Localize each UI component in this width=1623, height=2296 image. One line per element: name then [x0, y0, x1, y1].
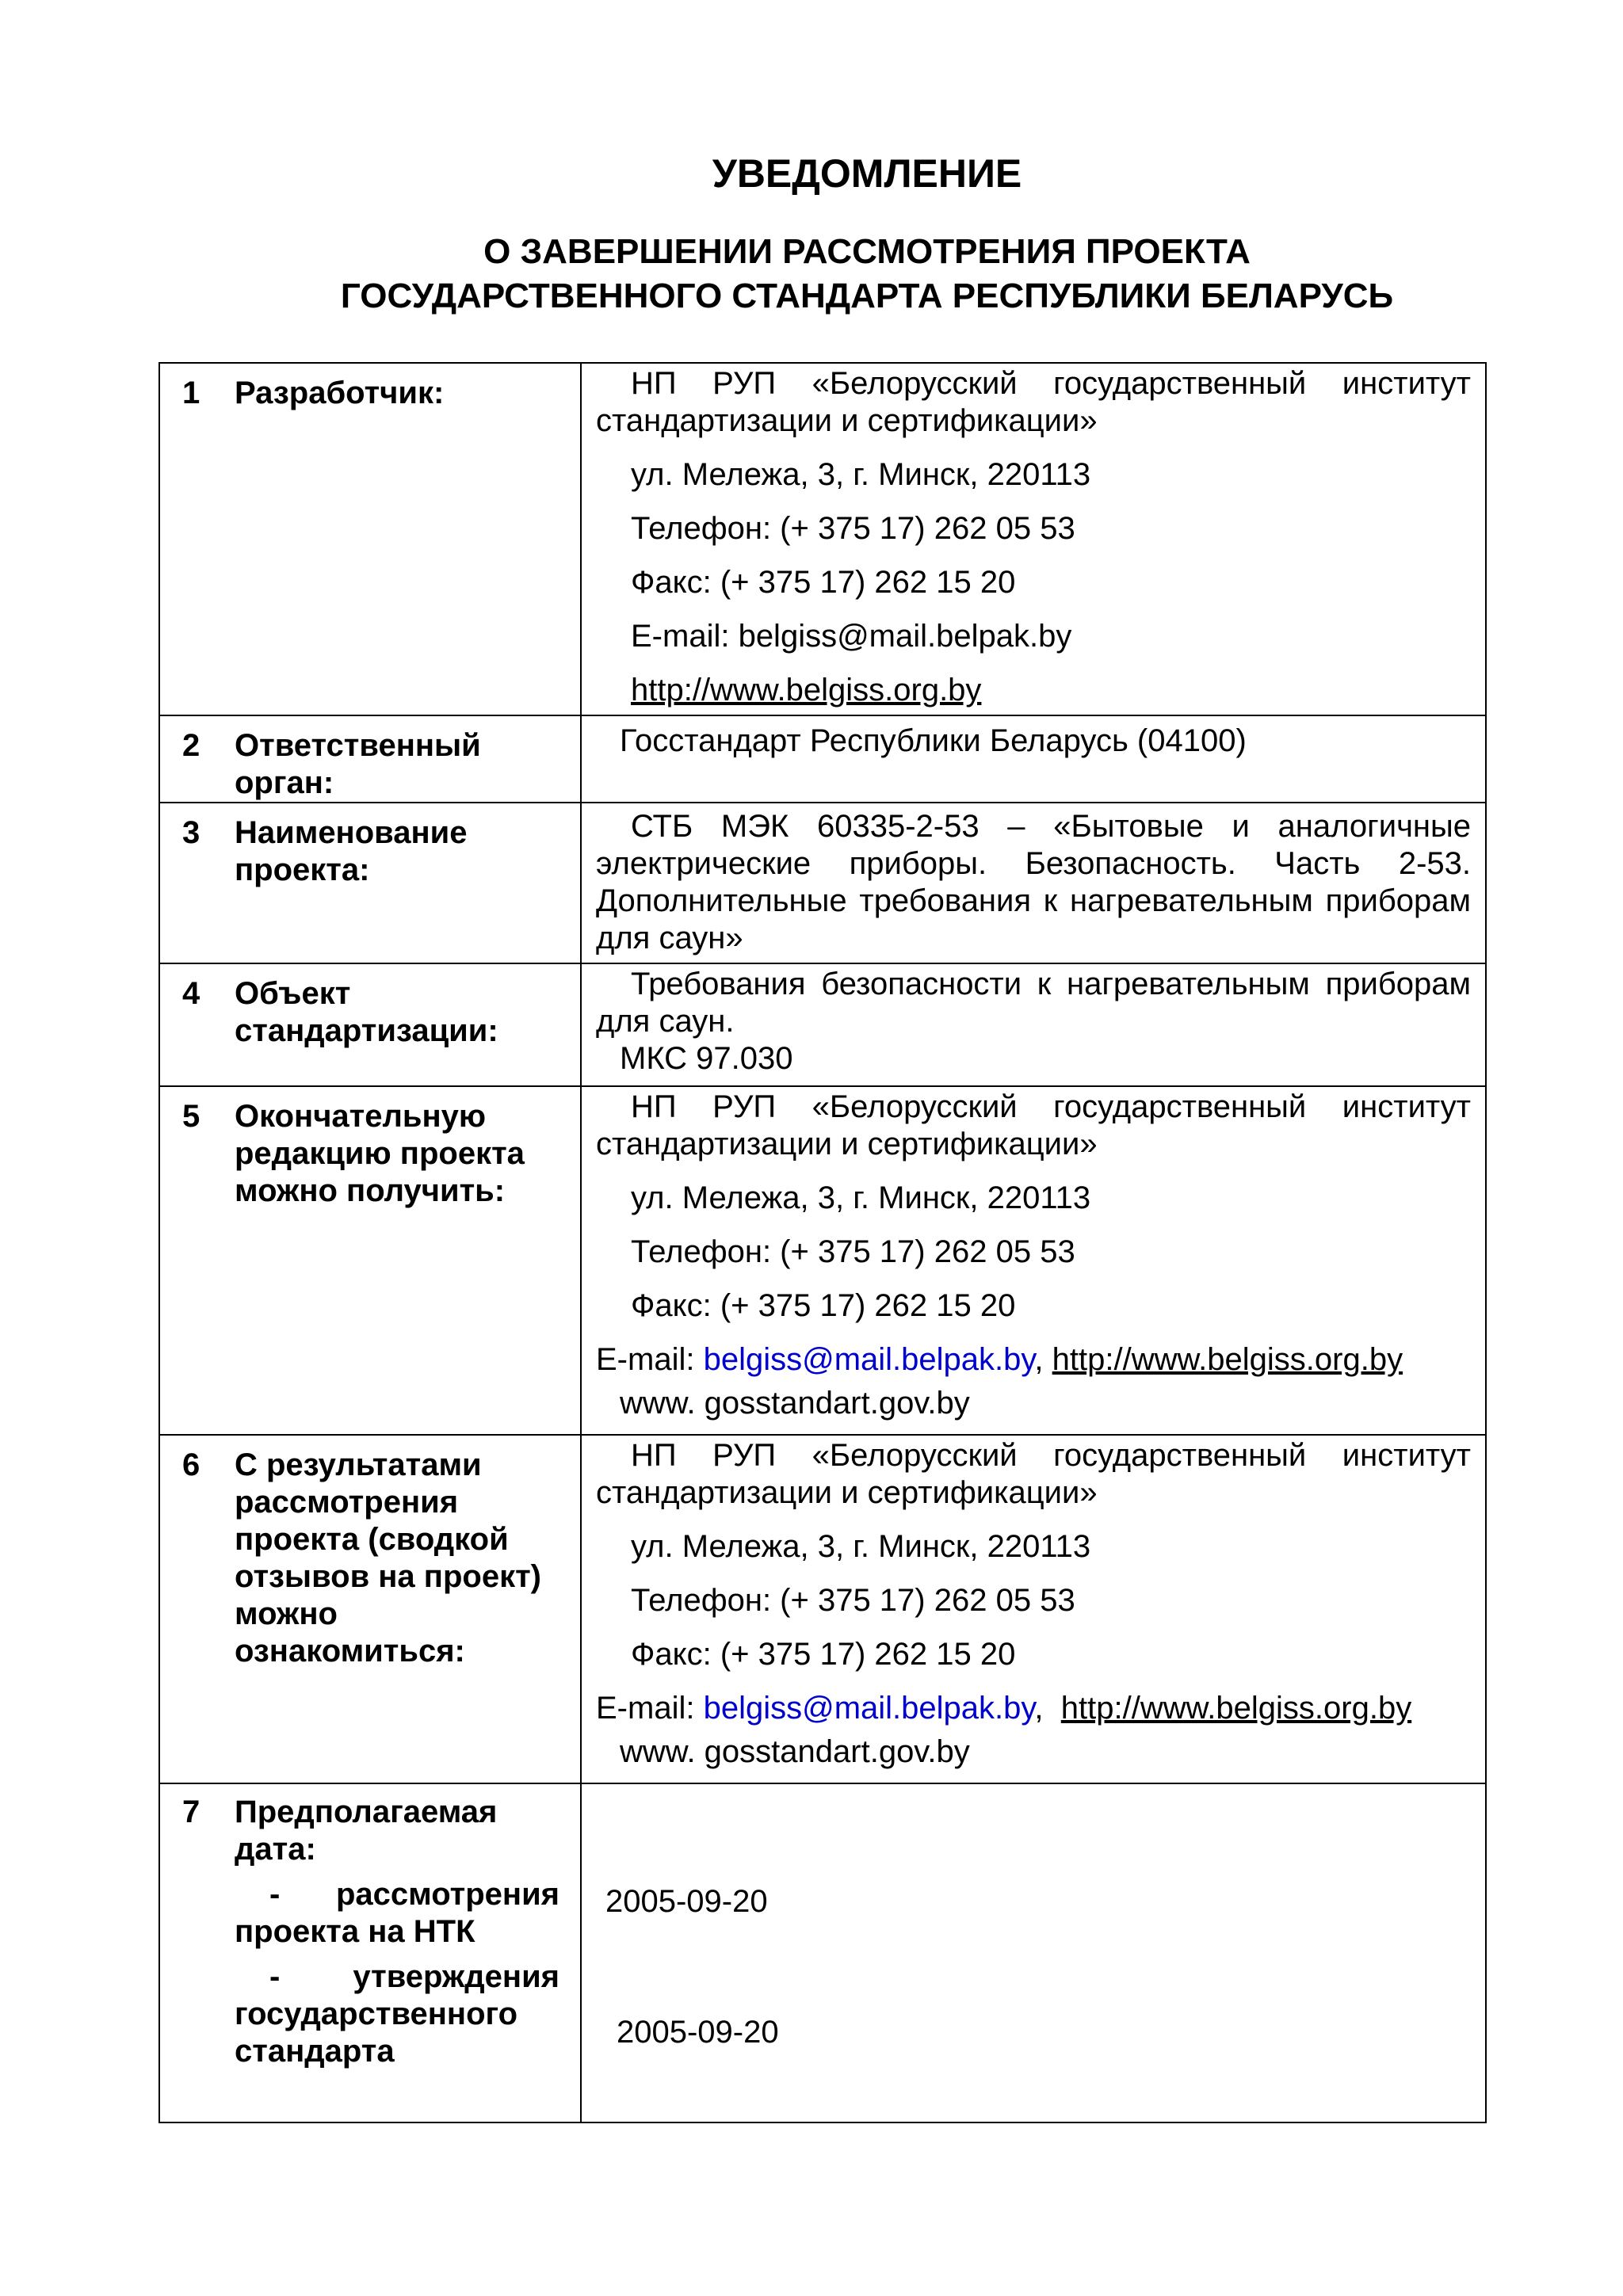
notice-table [158, 362, 1487, 2123]
row-label: Разработчик: [235, 376, 445, 410]
row-number: 1 [182, 376, 200, 410]
value-cell [581, 1783, 1486, 2122]
table-row [159, 1783, 1486, 2122]
value-cell [581, 363, 1486, 715]
fax: Факс: (+ 375 17) 262 15 20 [631, 1288, 1016, 1323]
value-cell [581, 715, 1486, 803]
table-row [159, 1435, 1486, 1783]
row-number: 2 [182, 728, 200, 763]
email-prefix: E-mail: [596, 1342, 704, 1377]
table-row [159, 1086, 1486, 1435]
subtitle-line-2: ГОСУДАРСТВЕННОГО СТАНДАРТА РЕСПУБЛИКИ БЕЛАРУСЬ [340, 277, 1394, 315]
row-label: Окончательную редакцию проекта можно получить: [235, 1099, 525, 1208]
org-name: НП РУП «Белорусский государственный институт стандартизации и сертификации» [596, 1438, 1471, 1510]
gosstandart-site: www. gosstandart.gov.by [620, 1386, 970, 1421]
document-title: УВЕДОМЛЕНИЕ [712, 151, 1022, 196]
table-row [159, 715, 1486, 803]
email-line: E-mail: belgiss@mail.belpak.by, http://www.belgiss.org.by [596, 1691, 1412, 1726]
website-link[interactable]: http://www.belgiss.org.by [631, 673, 982, 707]
responsible-body: Госстандарт Республики Беларусь (04100) [620, 723, 1247, 758]
address: ул. Мележа, 3, г. Минск, 220113 [631, 1529, 1091, 1564]
approval-date: 2005-09-20 [617, 2015, 779, 2050]
table-row [159, 803, 1486, 963]
phone: Телефон: (+ 375 17) 262 05 53 [631, 511, 1075, 546]
value-cell [581, 1086, 1486, 1435]
org-name: НП РУП «Белорусский государственный институт стандартизации и сертификации» [596, 1089, 1471, 1161]
project-name: СТБ МЭК 60335-2-53 – «Бытовые и аналогичные электрические приборы. Безопасность. Часть 2-53. Дополнительные требования к нагревательным приборам для саун» [596, 809, 1471, 955]
table-row [159, 363, 1486, 715]
subtitle-line-1: О ЗАВЕРШЕНИИ РАССМОТРЕНИЯ ПРОЕКТА [483, 232, 1251, 271]
row-label: Ответственный орган: [235, 728, 481, 800]
email-link[interactable]: belgiss@mail.belpak.by [703, 1691, 1035, 1726]
email-line: E-mail: belgiss@mail.belpak.by, http://www.belgiss.org.by [596, 1342, 1403, 1377]
row-number: 6 [182, 1447, 200, 1482]
org-name: НП РУП «Белорусский государственный институт стандартизации и сертификации» [596, 366, 1471, 438]
label-cell [159, 363, 581, 715]
sub-label-approval: - утверждения государственного стандарта [235, 1959, 559, 2069]
document-subtitle [0, 230, 1623, 318]
label-cell [159, 1435, 581, 1783]
label-cell [159, 1086, 581, 1435]
mks-code: МКС 97.030 [620, 1041, 793, 1076]
label-cell [159, 803, 581, 963]
fax: Факс: (+ 375 17) 262 15 20 [631, 1637, 1016, 1672]
label-cell [159, 1783, 581, 2122]
value-cell [581, 963, 1486, 1086]
value-cell [581, 803, 1486, 963]
email: E-mail: belgiss@mail.belpak.by [631, 619, 1072, 654]
row-label: Наименование проекта: [235, 815, 468, 887]
website-link[interactable]: http://www.belgiss.org.by [1060, 1691, 1412, 1726]
review-date: 2005-09-20 [605, 1884, 768, 1919]
address: ул. Мележа, 3, г. Минск, 220113 [631, 1180, 1091, 1215]
gosstandart-site: www. gosstandart.gov.by [620, 1734, 970, 1769]
value-cell [581, 1435, 1486, 1783]
standardization-object: Требования безопасности к нагревательным приборам для саун. [596, 967, 1471, 1039]
website-link[interactable]: http://www.belgiss.org.by [1052, 1342, 1403, 1377]
row-number: 3 [182, 815, 200, 850]
phone: Телефон: (+ 375 17) 262 05 53 [631, 1583, 1075, 1618]
row-number: 5 [182, 1099, 200, 1134]
row-label: Предполагаемая дата: [235, 1794, 498, 1867]
address: ул. Мележа, 3, г. Минск, 220113 [631, 457, 1091, 492]
email-link[interactable]: belgiss@mail.belpak.by [703, 1342, 1035, 1377]
phone: Телефон: (+ 375 17) 262 05 53 [631, 1234, 1075, 1269]
label-cell [159, 715, 581, 803]
table-row [159, 963, 1486, 1086]
row-label: Объект стандартизации: [235, 976, 498, 1048]
email-prefix: E-mail: [596, 1691, 704, 1726]
label-cell [159, 963, 581, 1086]
row-number: 4 [182, 976, 200, 1011]
fax: Факс: (+ 375 17) 262 15 20 [631, 565, 1016, 600]
row-number: 7 [182, 1794, 200, 1829]
row-label: С результатами рассмотрения проекта (сводкой отзывов на проект) можно ознакомиться: [235, 1447, 541, 1669]
sub-label-review: - рассмотрения проекта на НТК [235, 1877, 559, 1949]
row-label-group [235, 1794, 559, 2070]
